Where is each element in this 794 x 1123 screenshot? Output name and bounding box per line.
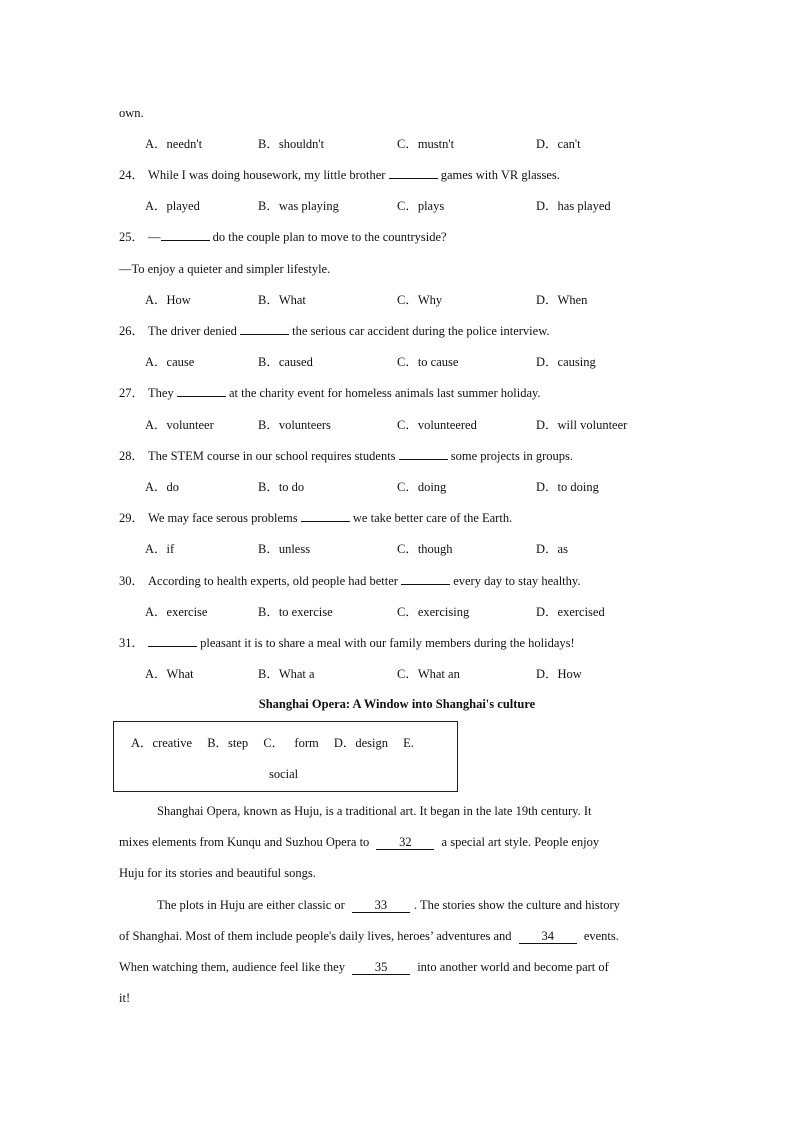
option-c[interactable]: C．volunteered [397,418,477,432]
question-number: 25． [119,230,145,244]
option-b[interactable]: B．volunteers [258,418,331,432]
passage-text: of Shanghai. Most of them include people's daily lives, heroes’ adventures and [119,929,512,943]
option-d[interactable]: D．to doing [536,480,599,494]
answer-blank [399,448,448,460]
question-text-pre: — [148,230,161,244]
passage-line [119,959,675,975]
word-option-a: A．creative [131,736,193,750]
option-b[interactable]: B．to do [258,480,305,494]
passage-line [119,834,675,850]
passage-line: it! [119,991,131,1005]
option-a[interactable]: A．cause [145,355,195,369]
answer-blank [177,385,226,397]
question-28 [119,448,573,464]
question-text-pre: While I was doing housework, my little brother [148,168,386,182]
question-26-options [145,354,705,370]
question-text-post: we take better care of the Earth. [352,511,513,525]
option-b[interactable]: B．was playing [258,199,339,213]
passage-text: events. [583,929,619,943]
word-option-e: social [269,767,299,781]
question-26 [119,323,550,339]
question-31 [119,635,575,651]
gap-35[interactable]: 35 [352,960,410,975]
question-27 [119,385,541,401]
question-number: 31． [119,636,145,650]
passage-text: mixes elements from Kunqu and Suzhou Opera to [119,835,370,849]
option-b[interactable]: B．What [258,293,306,307]
passage-text: into another world and become part of [417,960,609,974]
option-d[interactable]: D．as [536,542,568,556]
option-c[interactable]: C．Why [397,293,443,307]
option-d[interactable]: D．has played [536,199,611,213]
option-b[interactable]: B．to exercise [258,605,333,619]
answer-blank [161,229,210,241]
option-a[interactable]: A．do [145,480,180,494]
passage-text: . The stories show the culture and history [413,898,620,912]
question-text-pre: According to health experts, old people had better [148,574,398,588]
question-text-post: the serious car accident during the police interview. [292,324,550,338]
passage-text: When watching them, audience feel like they [119,960,345,974]
answer-blank [148,635,197,647]
question-number: 24． [119,168,145,182]
option-b[interactable]: B．unless [258,542,311,556]
option-c[interactable]: C．exercising [397,605,470,619]
question-text-pre: The STEM course in our school requires students [148,449,396,463]
option-d[interactable]: D．exercised [536,605,605,619]
word-box-line [131,735,414,751]
question-24 [119,167,560,183]
option-d[interactable]: D．causing [536,355,596,369]
option-d[interactable]: D．How [536,667,582,681]
option-a[interactable]: A．How [145,293,191,307]
answer-blank [401,573,450,585]
question-text-post: do the couple plan to move to the countryside? [212,230,447,244]
option-c[interactable]: C．though [397,542,453,556]
option-d[interactable]: D．can't [536,137,581,151]
word-option-b: B．step [207,736,249,750]
option-c[interactable]: C．mustn't [397,137,455,151]
gap-34[interactable]: 34 [519,929,577,944]
word-option-c: C． form [263,736,319,750]
question-29-options [145,541,705,557]
question-30-options [145,604,705,620]
question-text-pre: They [148,386,174,400]
question-30 [119,573,580,589]
question-number: 29． [119,511,145,525]
passage-text: a special art style. People enjoy [441,835,600,849]
word-option-e-label: E. [403,736,414,750]
answer-blank [240,323,289,335]
question-text-post: at the charity event for homeless animals last summer holiday. [228,386,541,400]
option-c[interactable]: C．What an [397,667,460,681]
option-c[interactable]: C．doing [397,480,447,494]
question-number: 28． [119,449,145,463]
passage-line [119,928,675,944]
question-24-options [145,198,705,214]
question-text-post: every day to stay healthy. [453,574,581,588]
passage-text: The plots in Huju are either classic or [157,898,345,912]
option-a[interactable]: A．if [145,542,175,556]
question-number: 30． [119,574,145,588]
question-text-pre: We may face serous problems [148,511,298,525]
passage-line [119,897,675,913]
option-a[interactable]: A．played [145,199,200,213]
question-27-options [145,417,705,433]
question-number: 26． [119,324,145,338]
question-number: 27． [119,386,145,400]
option-a[interactable]: A．volunteer [145,418,214,432]
word-option-d: D．design [333,736,388,750]
question-text-post: pleasant it is to share a meal with our family members during the holidays! [200,636,575,650]
option-a[interactable]: A．needn't [145,137,203,151]
word-box [113,721,458,792]
option-c[interactable]: C．to cause [397,355,459,369]
question-text-post: some projects in groups. [450,449,574,463]
question-29 [119,510,512,526]
question-text-pre: The driver denied [148,324,237,338]
option-b[interactable]: B．caused [258,355,313,369]
question-25-reply: —To enjoy a quieter and simpler lifestyle. [119,262,331,276]
answer-blank [301,510,350,522]
answer-blank [389,167,438,179]
passage-line: Huju for its stories and beautiful songs. [119,866,316,880]
question-25-options [145,292,705,308]
section-title: Shanghai Opera: A Window into Shanghai's culture [258,697,536,711]
question-23-fragment: own. [119,106,144,120]
option-c[interactable]: C．plays [397,199,445,213]
question-31-options [145,666,705,682]
question-28-options [145,479,705,495]
option-d[interactable]: D．will volunteer [536,418,628,432]
question-25 [119,229,447,245]
question-23-options [145,136,705,152]
gap-33[interactable]: 33 [352,898,410,913]
option-b[interactable]: B．shouldn't [258,137,325,151]
question-text-post: games with VR glasses. [440,168,560,182]
gap-32[interactable]: 32 [376,835,434,850]
option-b[interactable]: B．What a [258,667,315,681]
passage-line: Shanghai Opera, known as Huju, is a traditional art. It began in the late 19th century. It [157,804,592,818]
option-a[interactable]: A．exercise [145,605,208,619]
option-d[interactable]: D．When [536,293,588,307]
option-a[interactable]: A．What [145,667,194,681]
